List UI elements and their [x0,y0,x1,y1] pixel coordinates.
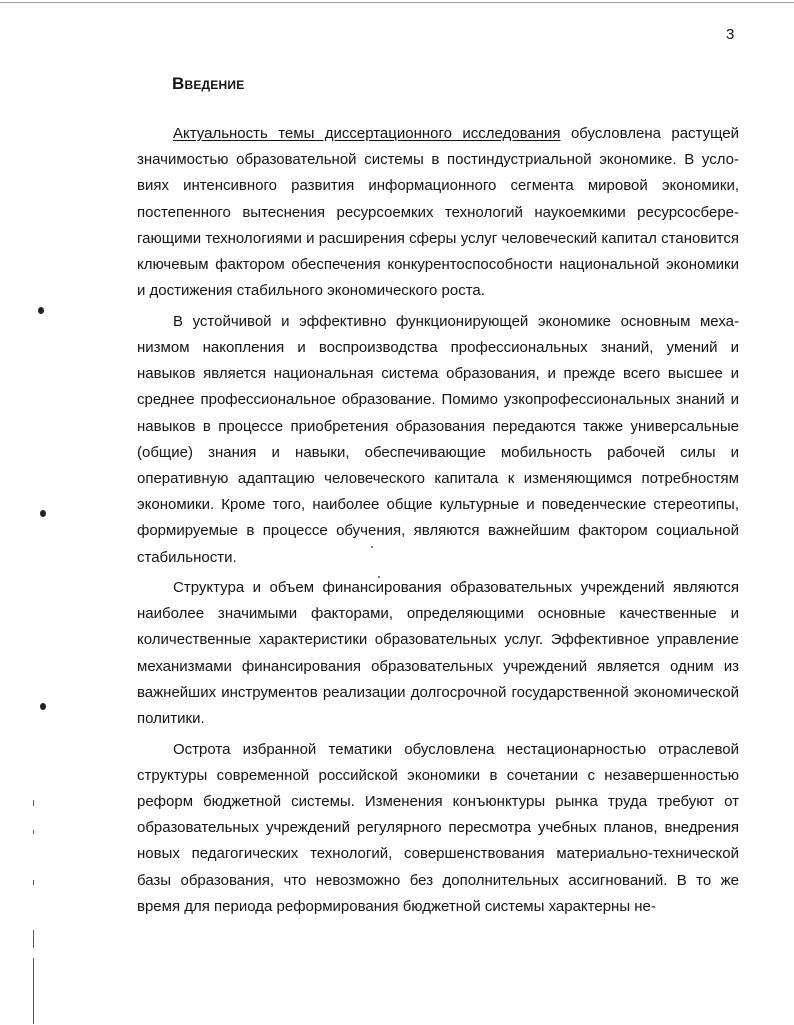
paragraph-topic-acuteness: Острота избранной тематики обусловлена нестационарностью отраслевой структуры современной российской экономики в сочетании с незавершенностью реформ бюджетной системы. Изменения конъюнктуры рынка труда требуют от образовательных учреждений регулярного пересмотра учебных планов, внедрения новых педагогических технологий, совершенствования материально-технической базы образования, что невозможно без дополнительных ассигнований. В то же время для периода реформирования бюджетной системы характерны не- [137,740,739,915]
paragraph-education-system: В устойчивой и эффективно функционирующей экономике основным механизмом накопления и воспроизводства профессиональных знаний, умений и навыков является национальная система образования, и прежде всего высшее и среднее профессиональное образование. Помимо узкопрофессиональных знаний и навыков в процессе приобретения образования передаются также универсальные (общие) знания и навыки, обеспечивающие мобильность рабочей силы и оперативную адаптацию человеческого капитала к изменяющимся потребностям экономики. Кроме того, наиболее общие культурные и поведенческие стереотипы, формируемые в процессе обучения, являются важнейшим фактором социальной стабильности. [137,312,739,566]
section-heading: Введение [172,74,245,93]
relevance-paragraph-text: обусловлена растущей значимостью образовательной системы в постиндустриальной экономике. В условиях интенсивного развития информационного сегмента мировой экономики, постепенного вытеснения ресурсоемких технологий наукоемкими ресурсосберегающими технологиями и расширения сферы услуг человеческий капитал становится ключевым фактором обеспечения конкурентоспособности национальной экономики и достижения стабильного экономического роста. [137,125,739,300]
scan-speck [371,546,373,548]
scan-margin-artifact [33,930,34,948]
scan-margin-edge-line [33,958,34,1024]
scan-margin-artifact [33,830,34,834]
body-text [137,121,739,924]
scan-speck [378,576,380,578]
margin-bullet-mark [40,703,46,710]
relevance-lead-phrase: Актуальность темы диссертационного исследования [173,125,561,142]
margin-bullet-mark [40,510,46,517]
scan-margin-artifact [33,880,34,885]
paragraph-relevance [137,121,739,304]
scan-margin-artifact [33,800,34,806]
paragraph-financing-structure: Структура и объем финансирования образовательных учреждений являются наиболее значимыми факторами, определяющими основные качественные и количественные характеристики образовательных услуг. Эффективное управление механизмами финансирования образовательных учреждений является одним из важнейших инструментов реализации долгосрочной государственной экономической политики. [137,579,739,728]
scan-top-edge-line [0,2,794,3]
margin-bullet-mark [38,307,44,314]
page-number: 3 [726,26,735,43]
